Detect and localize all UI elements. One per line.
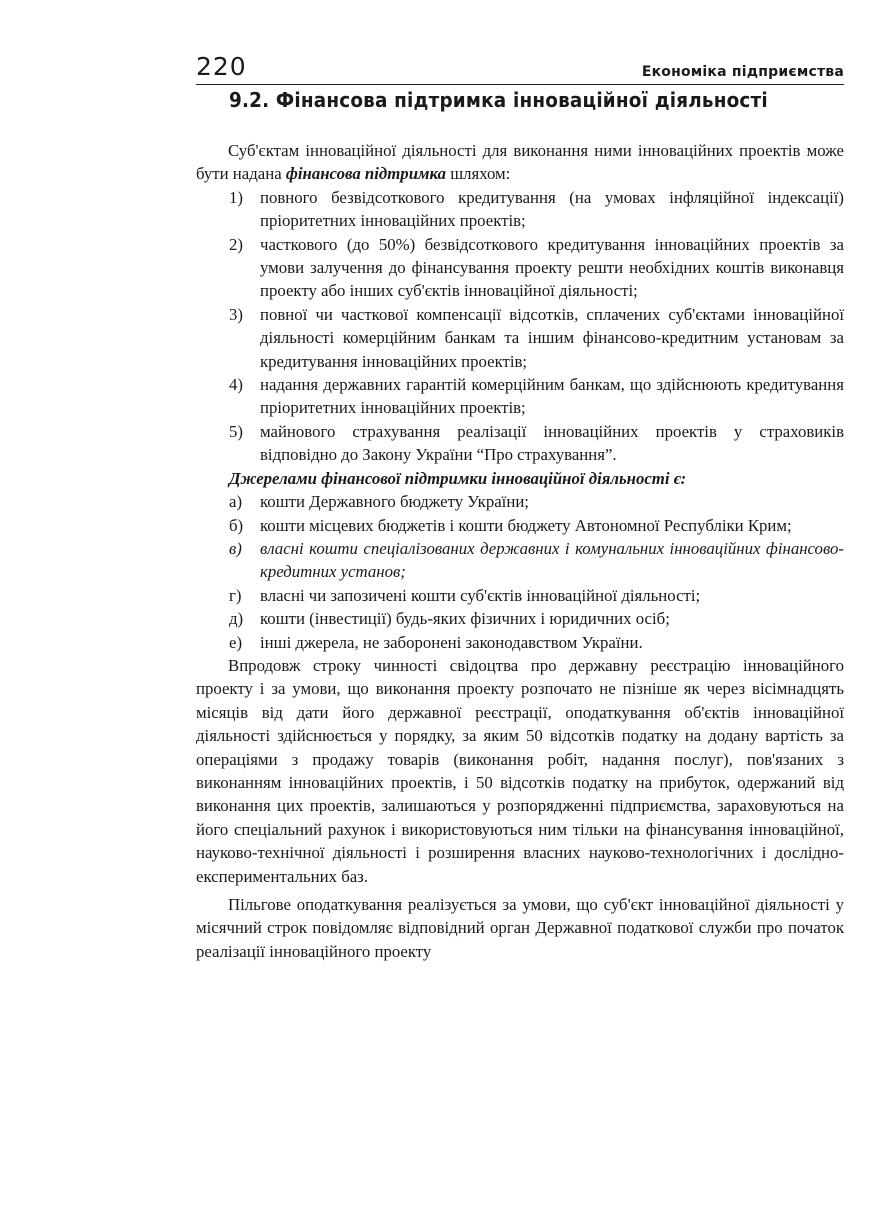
list-item-text: кошти (інвестиції) будь-яких фізичних і юридичних осіб; xyxy=(260,609,670,629)
list-item xyxy=(196,514,844,537)
list-item xyxy=(196,607,844,630)
preferential-tax-paragraph: Пільгове оподаткування реалізується за умови, що суб'єкт інноваційної діяльності у місячний строк повідомляє відповідний орган Державної податкової служби про початок реалізації інноваційного проекту xyxy=(196,895,844,961)
list-marker: б) xyxy=(229,515,244,535)
sources-list xyxy=(196,490,844,654)
list-item-text: власні чи запозичені кошти суб'єктів інноваційної діяльності; xyxy=(260,585,701,605)
list-item-text: майнового страхування реалізації інноваційних проектів у страховиків відповідно до Закону України “Про страхування”. xyxy=(260,421,844,465)
section-title: 9.2. Фінансова підтримка інноваційної діяльності xyxy=(229,88,768,112)
list-marker: 5) xyxy=(229,421,243,441)
list-marker: г) xyxy=(229,585,242,605)
page-header xyxy=(196,54,844,85)
list-item-text: власні кошти спеціалізованих державних і комунальних інноваційних фінансово-кредитних установ; xyxy=(260,538,844,582)
list-item xyxy=(196,373,844,420)
list-item xyxy=(196,186,844,233)
tax-paragraph: Впродовж строку чинності свідоцтва про державну реєстрацію інноваційного проекту і за умови, що виконання проекту розпочато не пізніше як через вісімнадцять місяців від дати його державної реєстрації, оподаткування об'єктів інноваційної діяльності здійснюється у порядку, за яким 50 відсотків податку на додану вартість за операціями з продажу товарів (виконання робіт, надання послуг), пов'язаних з виконанням інноваційних проектів, і 50 відсотків податку на прибуток, одержаний від виконання цих проектів, залишаються у розпорядженні підприємства, зараховуються на його спеціальний рахунок і використовуються ним тільки на фінансування інноваційної, науково-технічної діяльності і розширення власних науково-технологічних і дослідно-експериментальних баз. xyxy=(196,655,844,886)
list-item xyxy=(196,537,844,584)
list-item-text: надання державних гарантій комерційним банкам, що здійснюють кредитування пріоритетних інноваційних проектів; xyxy=(260,375,844,418)
list-item-text: кошти Державного бюджету України; xyxy=(260,492,529,512)
list-item xyxy=(196,303,844,373)
list-item-text: повної чи часткової компенсації відсотків, сплачених суб'єктами інноваційної діяльності комерційним банкам та іншим фінансово-кредитним установам за кредитування інноваційних проектів; xyxy=(260,304,844,371)
list-marker: 4) xyxy=(229,375,243,395)
list-item xyxy=(196,420,844,467)
list-item-text: повного безвідсоткового кредитування (на умовах інфляційної індексації) пріоритетних інноваційних проектів; xyxy=(260,187,844,231)
list-marker: а) xyxy=(229,492,243,512)
list-marker: 2) xyxy=(229,234,243,254)
list-item xyxy=(196,631,844,654)
list-item xyxy=(196,490,844,513)
page-body xyxy=(196,139,844,963)
list-item-text: інші джерела, не заборонені законодавством України. xyxy=(260,632,643,652)
list-marker: в) xyxy=(229,538,242,558)
intro-text-before: Суб'єктам інноваційної діяльності для виконання ними інноваційних проектів може бути надана xyxy=(196,141,844,184)
support-ways-list xyxy=(196,186,844,467)
list-marker: д) xyxy=(229,609,244,629)
intro-emphasis: фінансова підтримка xyxy=(285,164,447,184)
list-item xyxy=(196,584,844,607)
list-item-text: часткового (до 50%) безвідсоткового кредитування інноваційних проектів за умови залучення до фінансування проекту решти необхідних коштів виконавця проекту або інших суб'єктів інноваційної діяльності; xyxy=(260,234,844,301)
list-marker: 3) xyxy=(229,304,243,324)
running-title: Економіка підприємства xyxy=(641,64,844,80)
intro-paragraph xyxy=(196,139,844,186)
intro-text-after: шляхом: xyxy=(446,164,511,184)
page-number: 220 xyxy=(196,52,247,81)
list-item xyxy=(196,233,844,303)
sources-heading: Джерелами фінансової підтримки інноваційної діяльності є: xyxy=(229,468,687,488)
list-item-text: кошти місцевих бюджетів і кошти бюджету Автономної Республіки Крим; xyxy=(260,515,792,535)
list-marker: е) xyxy=(229,632,243,652)
list-marker: 1) xyxy=(229,187,243,207)
